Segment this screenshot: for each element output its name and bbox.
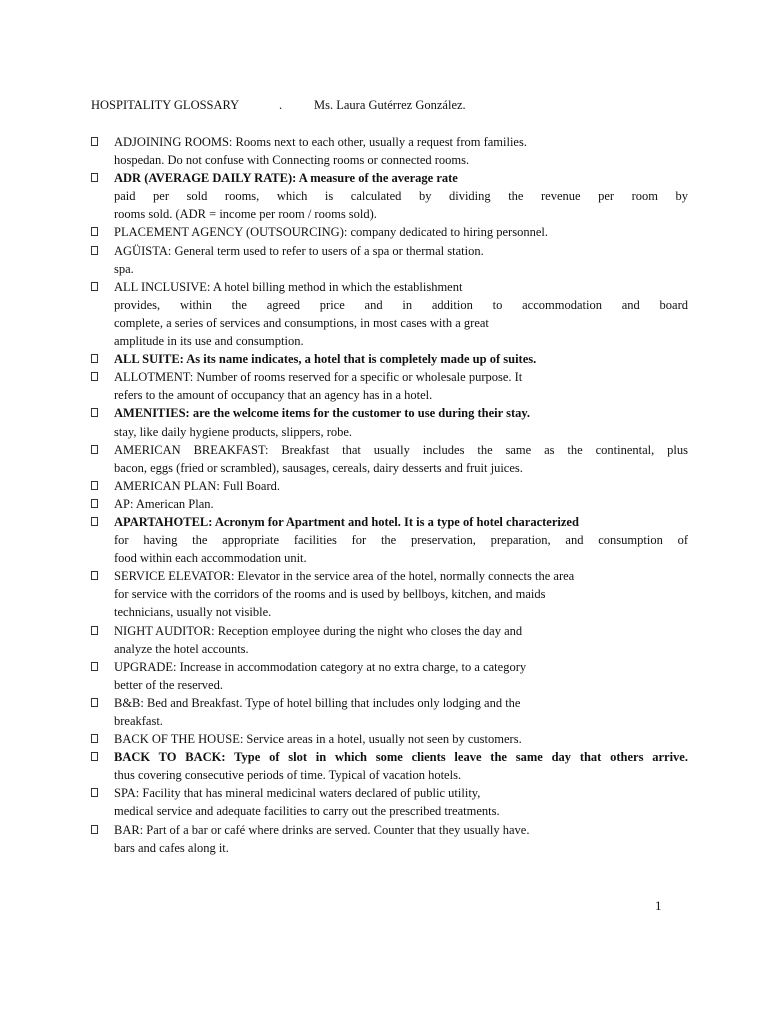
glossary-entry [91, 278, 688, 350]
entry-definition-line: bars and cafes along it. [114, 840, 229, 855]
entry-definition-line: for having the appropriate facilities for the preservation, preparation, and consumption of [114, 533, 688, 548]
glossary-entry [91, 133, 688, 169]
bullet-box-icon [91, 662, 98, 671]
glossary-entry [91, 784, 688, 820]
glossary-entry [91, 748, 688, 784]
entry-definition-line: analyze the hotel accounts. [114, 641, 249, 656]
entry-term-line: AP: American Plan. [114, 496, 214, 511]
entry-definition-line: breakfast. [114, 714, 163, 728]
entry-term-line: BACK TO BACK: Type of slot in which some clients leave the same day that others arrive. [114, 750, 688, 765]
entry-term-line: AMERICAN PLAN: Full Board. [114, 478, 280, 493]
entry-term-line: APARTAHOTEL: Acronym for Apartment and hotel. It is a type of hotel characterized [114, 514, 579, 529]
glossary-entry [91, 350, 688, 368]
bullet-box-icon [91, 571, 98, 580]
entry-definition-line: provides, within the agreed price and in addition to accommodation and board [114, 297, 688, 312]
bullet-box-icon [91, 788, 98, 797]
entry-term-line: AMERICAN BREAKFAST: Breakfast that usually includes the same as the continental, plus [114, 442, 688, 457]
glossary-entry [91, 694, 688, 730]
entry-definition-line: technicians, usually not visible. [114, 605, 272, 620]
glossary-entry [91, 658, 688, 694]
glossary-entry [91, 441, 688, 477]
entry-term-line: UPGRADE: Increase in accommodation category at no extra charge, to a category [114, 659, 527, 674]
glossary-entry [91, 223, 688, 241]
bullet-box-icon [91, 354, 98, 363]
entry-definition-line: spa. [114, 261, 134, 276]
document-header [91, 97, 466, 113]
entry-definition-line: hospedan. Do not confuse with Connecting rooms or connected rooms. [114, 153, 470, 168]
entry-term-line: AMENITIES: are the welcome items for the customer to use during their stay. [114, 406, 531, 421]
entry-definition-line: rooms sold. (ADR = income per room / rooms sold). [114, 207, 377, 222]
glossary-entry [91, 567, 688, 621]
glossary-entry [91, 169, 688, 223]
bullet-box-icon [91, 698, 98, 707]
entry-definition-line: bacon, eggs (fried or scrambled), sausages, cereals, dairy desserts and fruit juices. [114, 460, 523, 475]
glossary-entry [91, 242, 688, 278]
glossary-list [91, 133, 688, 857]
entry-term-line: AGÜISTA: General term used to refer to users of a spa or thermal station. [114, 243, 484, 258]
glossary-entry [91, 821, 688, 857]
header-separator: . [279, 98, 283, 112]
entry-term-line: BACK OF THE HOUSE: Service areas in a hotel, usually not seen by customers. [114, 732, 522, 747]
bullet-box-icon [91, 137, 98, 146]
glossary-entry [91, 513, 688, 567]
bullet-box-icon [91, 408, 98, 417]
glossary-entry [91, 730, 688, 748]
entry-term-line: ADJOINING ROOMS: Rooms next to each other, usually a request from families. [114, 135, 527, 149]
bullet-box-icon [91, 825, 98, 834]
glossary-entry [91, 495, 688, 513]
entry-definition-line: refers to the amount of occupancy that an agency has in a hotel. [114, 388, 433, 403]
entry-definition-line: food within each accommodation unit. [114, 551, 307, 566]
entry-term-line: SERVICE ELEVATOR: Elevator in the service area of the hotel, normally connects the area [114, 569, 575, 584]
entry-term-line: NIGHT AUDITOR: Reception employee during the night who closes the day and [114, 623, 523, 638]
entry-definition-line: stay, like daily hygiene products, slippers, robe. [114, 424, 353, 439]
entry-term-line: SPA: Facility that has mineral medicinal waters declared of public utility, [114, 786, 481, 801]
entry-definition-line: complete, a series of services and consumptions, in most cases with a great [114, 315, 489, 330]
page-number: 1 [655, 898, 662, 913]
entry-definition-line: amplitude in its use and consumption. [114, 334, 304, 349]
glossary-entry [91, 368, 688, 404]
document-title: HOSPITALITY GLOSSARY [91, 98, 240, 112]
entry-term-line: ALL SUITE: As its name indicates, a hotel that is completely made up of suites. [114, 352, 537, 367]
bullet-box-icon [91, 227, 98, 236]
entry-definition-line: medical service and adequate facilities to carry out the prescribed treatments. [114, 804, 500, 819]
bullet-box-icon [91, 173, 98, 182]
bullet-box-icon [91, 499, 98, 508]
bullet-box-icon [91, 246, 98, 255]
entry-definition-line: paid per sold rooms, which is calculated by dividing the revenue per room by [114, 189, 688, 204]
entry-definition-line: for service with the corridors of the rooms and is used by bellboys, kitchen, and maids [114, 587, 546, 602]
bullet-box-icon [91, 445, 98, 454]
glossary-entry [91, 477, 688, 495]
entry-term-line: ADR (AVERAGE DAILY RATE): A measure of the average rate [114, 171, 458, 186]
entry-term-line: ALLOTMENT: Number of rooms reserved for a specific or wholesale purpose. It [114, 370, 523, 385]
bullet-box-icon [91, 626, 98, 635]
entry-definition-line: better of the reserved. [114, 677, 223, 692]
bullet-box-icon [91, 282, 98, 291]
bullet-box-icon [91, 517, 98, 526]
bullet-box-icon [91, 752, 98, 761]
glossary-entry [91, 622, 688, 658]
entry-definition-line: thus covering consecutive periods of time. Typical of vacation hotels. [114, 768, 462, 783]
glossary-entry [91, 404, 688, 440]
bullet-box-icon [91, 481, 98, 490]
entry-term-line: BAR: Part of a bar or café where drinks are served. Counter that they usually have. [114, 822, 530, 837]
entry-term-line: B&B: Bed and Breakfast. Type of hotel billing that includes only lodging and the [114, 695, 521, 710]
bullet-box-icon [91, 734, 98, 743]
entry-term-line: PLACEMENT AGENCY (OUTSOURCING): company dedicated to hiring personnel. [114, 225, 548, 240]
entry-term-line: ALL INCLUSIVE: A hotel billing method in which the establishment [114, 279, 463, 294]
document-author: Ms. Laura Gutérrez González. [314, 98, 466, 112]
bullet-box-icon [91, 372, 98, 381]
